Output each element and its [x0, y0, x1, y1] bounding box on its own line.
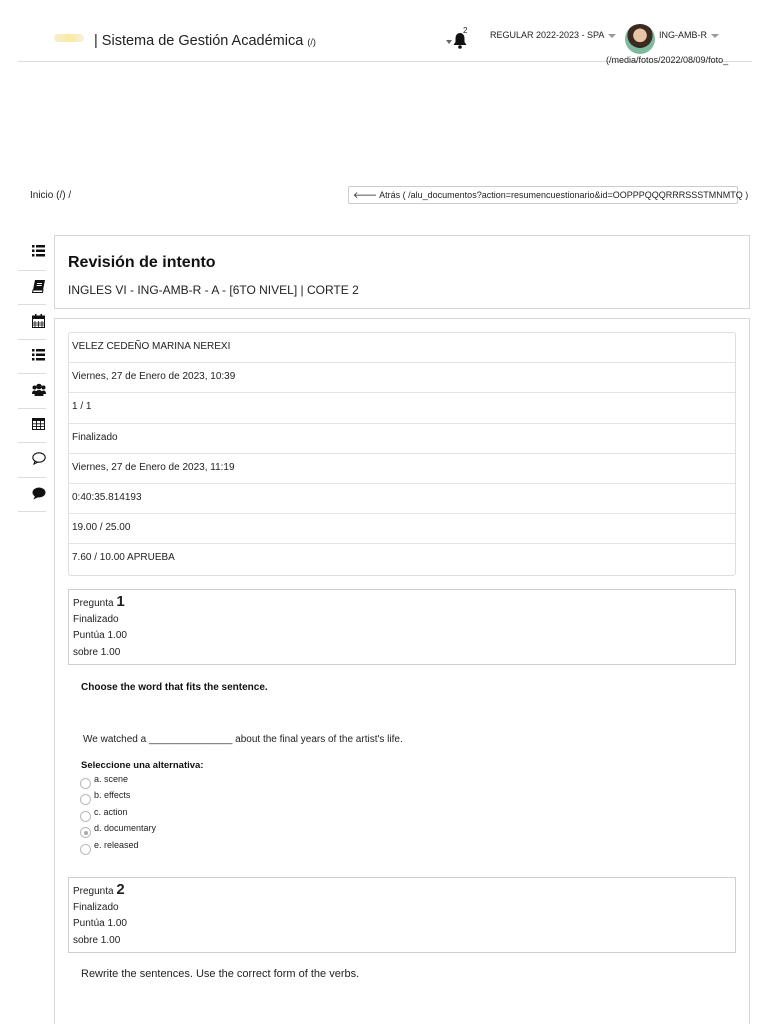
- question-instruction: Choose the word that fits the sentence.: [81, 682, 268, 693]
- app-logo[interactable]: [54, 32, 90, 44]
- comment-outline-icon: [32, 452, 46, 465]
- comment-icon: [32, 487, 46, 500]
- app-title-link[interactable]: (/): [307, 37, 316, 47]
- notifications-button[interactable]: [446, 26, 472, 52]
- photo-path-link[interactable]: (/media/fotos/2022/08/09/foto_: [606, 55, 729, 65]
- question-info-box: [68, 877, 736, 953]
- question-instruction: Rewrite the sentences. Use the correct form of the verbs.: [81, 968, 360, 980]
- username-label: ING-AMB-R: [659, 30, 707, 40]
- sidebar-item-book[interactable]: [18, 271, 46, 306]
- answer-option-label: c. action: [94, 806, 128, 817]
- chevron-down-icon: [608, 34, 616, 38]
- sidebar-item-users[interactable]: [18, 374, 46, 409]
- sidebar-item-forum[interactable]: [18, 443, 46, 478]
- chevron-down-icon: [711, 34, 719, 38]
- sidebar-item-tasks[interactable]: [18, 340, 46, 375]
- title-card: [54, 235, 750, 309]
- select-alternative-label: Seleccione una alternativa:: [81, 760, 204, 771]
- attempt-review-panel: [54, 318, 750, 1024]
- app-title[interactable]: [94, 33, 316, 49]
- question-score: Puntúa 1.00: [73, 918, 127, 930]
- question-label: [73, 594, 731, 612]
- avatar[interactable]: [625, 24, 655, 54]
- radio-button-selected[interactable]: [80, 827, 91, 838]
- question-out-of: sobre 1.00: [73, 646, 121, 658]
- answer-option-label: e. released: [94, 839, 139, 850]
- radio-button[interactable]: [80, 778, 91, 789]
- question-label-text: Pregunta: [73, 886, 114, 897]
- summary-row-attempt: 1 / 1: [69, 393, 735, 423]
- list-icon: [32, 349, 45, 361]
- sidebar: [18, 236, 46, 512]
- back-button[interactable]: 🡐 Atrás ( /alu_documentos?action=resumencuestionario&id=OOPPPQQQRRRSSSTMNMTQ ): [348, 186, 738, 204]
- period-label: REGULAR 2022-2023 - SPA: [490, 30, 605, 40]
- question-number: 1: [116, 593, 125, 610]
- sidebar-item-messages[interactable]: [18, 478, 46, 513]
- app-title-text: | Sistema de Gestión Académica: [94, 33, 304, 49]
- page-title: Revisión de intento: [68, 254, 216, 271]
- question-out-of: sobre 1.00: [73, 934, 121, 946]
- sidebar-item-grades[interactable]: [18, 409, 46, 444]
- sidebar-item-calendar[interactable]: [18, 305, 46, 340]
- summary-row-grade: 7.60 / 10.00 APRUEBA: [72, 552, 175, 564]
- summary-row-completed: Viernes, 27 de Enero de 2023, 11:19: [69, 454, 735, 484]
- question-label: [73, 882, 731, 900]
- user-menu[interactable]: [659, 30, 719, 40]
- question-info-box: [68, 589, 736, 665]
- period-selector[interactable]: [490, 30, 616, 40]
- question-state: Finalizado: [73, 614, 119, 626]
- breadcrumb[interactable]: Inicio (/) /: [30, 190, 72, 201]
- calendar-icon: [32, 314, 45, 328]
- logo-mark: [54, 34, 84, 42]
- answer-option-label: d. documentary: [94, 823, 157, 834]
- attempt-summary-table: [68, 332, 736, 576]
- radio-button[interactable]: [80, 811, 91, 822]
- users-icon: [32, 383, 46, 396]
- radio-button[interactable]: [80, 794, 91, 805]
- question-state: Finalizado: [73, 902, 119, 914]
- notification-count: 2: [463, 26, 468, 35]
- list-icon: [32, 245, 45, 257]
- radio-button[interactable]: [80, 844, 91, 855]
- table-icon: [32, 418, 45, 430]
- question-sentence: We watched a _______________ about the final years of the artist's life.: [83, 734, 403, 745]
- question-number: 2: [116, 881, 125, 898]
- question-label-text: Pregunta: [73, 598, 114, 609]
- summary-row-student: VELEZ CEDEÑO MARINA NEREXI: [69, 333, 735, 363]
- summary-row-state: Finalizado: [69, 424, 735, 454]
- course-subtitle: INGLES VI - ING-AMB-R - A - [6TO NIVEL] | CORTE 2: [68, 283, 359, 297]
- answer-option-label: b. effects: [94, 790, 131, 801]
- summary-row-started: Viernes, 27 de Enero de 2023, 10:39: [69, 363, 735, 393]
- sidebar-item-list[interactable]: [18, 236, 46, 271]
- top-header: [18, 0, 752, 62]
- book-icon: [32, 280, 45, 293]
- summary-row-points: 19.00 / 25.00: [69, 514, 735, 544]
- summary-row-duration: 0:40:35.814193: [69, 484, 735, 514]
- answer-option-label: a. scene: [94, 774, 129, 784]
- question-score: Puntúa 1.00: [73, 630, 127, 642]
